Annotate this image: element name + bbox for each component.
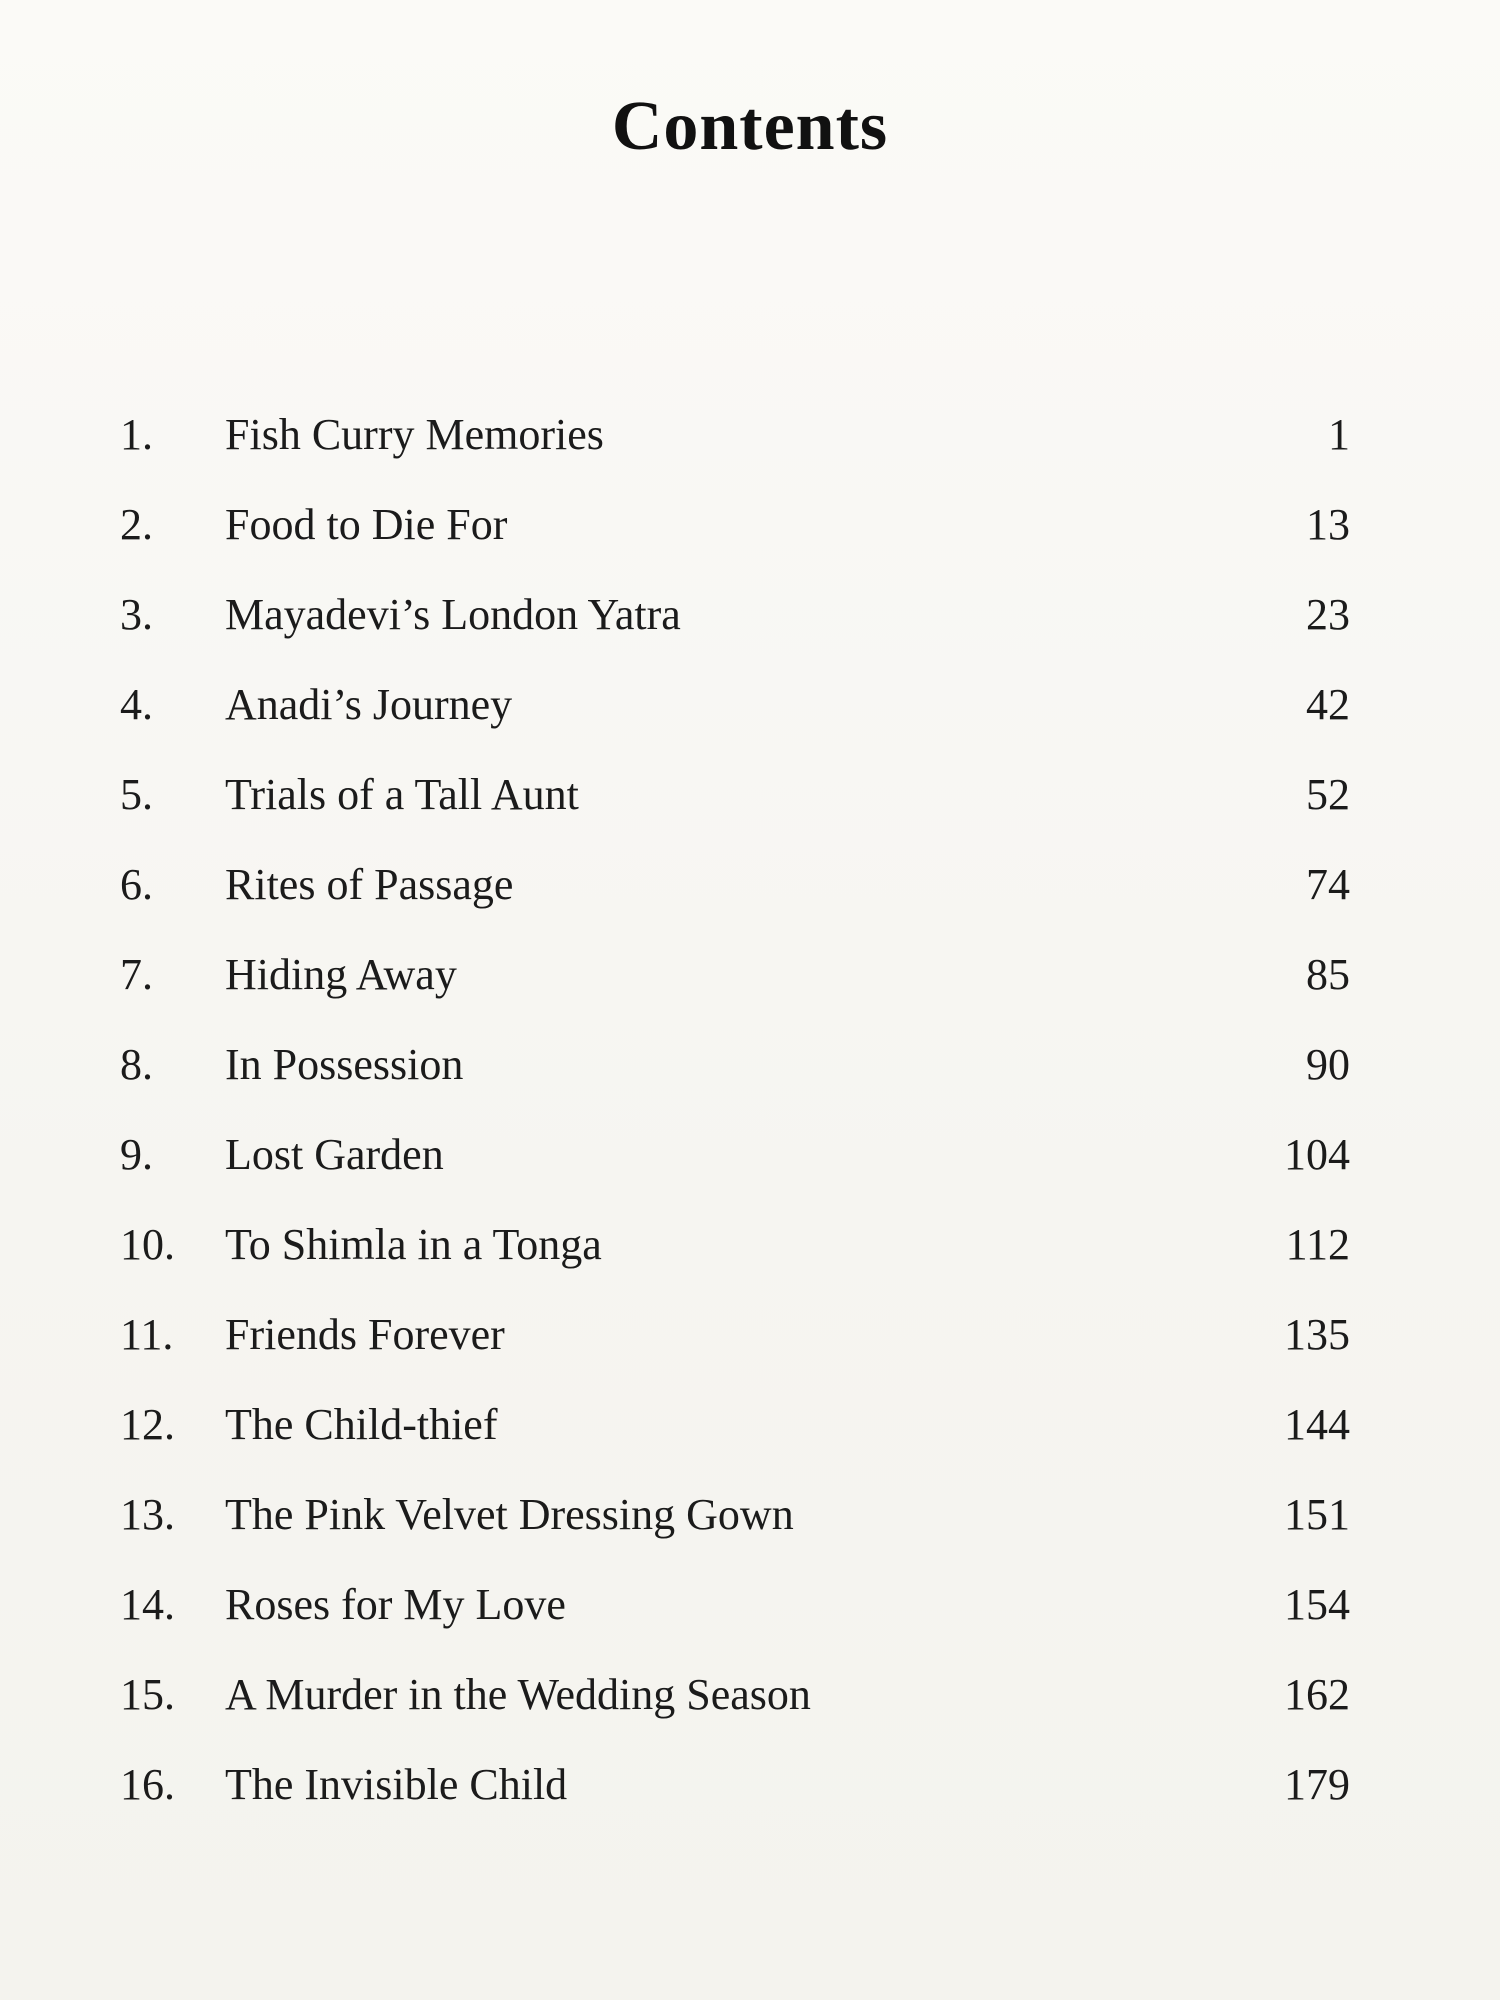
chapter-title: The Invisible Child <box>225 1760 568 1809</box>
page-number: 23 <box>1306 590 1350 639</box>
toc-entry <box>120 1650 1350 1740</box>
toc-entry <box>120 660 1350 750</box>
chapter-number: 1. <box>120 410 153 459</box>
chapter-title: To Shimla in a Tonga <box>225 1220 602 1269</box>
chapter-title: A Murder in the Wedding Season <box>225 1670 811 1719</box>
page-number: 85 <box>1306 950 1350 999</box>
page-number: 52 <box>1306 770 1350 819</box>
chapter-title: Friends Forever <box>225 1310 505 1359</box>
page-title: Contents <box>611 87 889 165</box>
chapter-number: 2. <box>120 500 153 549</box>
page-number: 144 <box>1284 1400 1350 1449</box>
chapter-title: Food to Die For <box>225 500 508 549</box>
page-number: 112 <box>1285 1220 1350 1269</box>
page-number: 151 <box>1284 1490 1350 1539</box>
toc-entry <box>120 1290 1350 1380</box>
page-number: 104 <box>1284 1130 1350 1179</box>
page-number: 42 <box>1306 680 1350 729</box>
chapter-title: Fish Curry Memories <box>225 410 604 459</box>
toc-entry <box>120 840 1350 930</box>
toc-entry <box>120 930 1350 1020</box>
chapter-number: 10. <box>120 1220 175 1269</box>
page-number: 179 <box>1284 1760 1350 1809</box>
chapter-number: 4. <box>120 680 153 729</box>
chapter-number: 13. <box>120 1490 175 1539</box>
toc-entry <box>120 1110 1350 1200</box>
chapter-number: 9. <box>120 1130 153 1179</box>
chapter-number: 7. <box>120 950 153 999</box>
page-number: 135 <box>1284 1310 1350 1359</box>
toc-entry <box>120 390 1350 480</box>
chapter-title: Anadi’s Journey <box>225 680 513 729</box>
chapter-number: 14. <box>120 1580 175 1629</box>
toc-entry <box>120 570 1350 660</box>
page-number: 154 <box>1284 1580 1350 1629</box>
toc-entry <box>120 480 1350 570</box>
chapter-title: Hiding Away <box>225 950 457 999</box>
chapter-title: In Possession <box>225 1040 464 1089</box>
chapter-title: Roses for My Love <box>225 1580 566 1629</box>
chapter-title: Lost Garden <box>225 1130 444 1179</box>
chapter-title: The Child-thief <box>225 1400 498 1449</box>
page-number: 162 <box>1284 1670 1350 1719</box>
chapter-number: 3. <box>120 590 153 639</box>
chapter-title: The Pink Velvet Dressing Gown <box>225 1490 794 1539</box>
chapter-number: 15. <box>120 1670 175 1719</box>
chapter-number: 12. <box>120 1400 175 1449</box>
chapter-title: Mayadevi’s London Yatra <box>225 590 681 639</box>
toc-entry <box>120 1020 1350 1110</box>
chapter-title: Rites of Passage <box>225 860 514 909</box>
chapter-number: 6. <box>120 860 153 909</box>
toc-entry <box>120 750 1350 840</box>
chapter-title: Trials of a Tall Aunt <box>225 770 579 819</box>
page-number: 90 <box>1306 1040 1350 1089</box>
page-number: 13 <box>1306 500 1350 549</box>
chapter-number: 8. <box>120 1040 153 1089</box>
chapter-number: 5. <box>120 770 153 819</box>
toc-entry <box>120 1560 1350 1650</box>
toc-entry <box>120 1380 1350 1470</box>
toc-entry <box>120 1200 1350 1290</box>
chapter-number: 16. <box>120 1760 175 1809</box>
chapter-number: 11. <box>120 1310 174 1359</box>
page-number: 74 <box>1306 860 1350 909</box>
table-of-contents <box>120 390 1350 1830</box>
page-number: 1 <box>1328 410 1350 459</box>
toc-entry <box>120 1740 1350 1830</box>
toc-entry <box>120 1470 1350 1560</box>
